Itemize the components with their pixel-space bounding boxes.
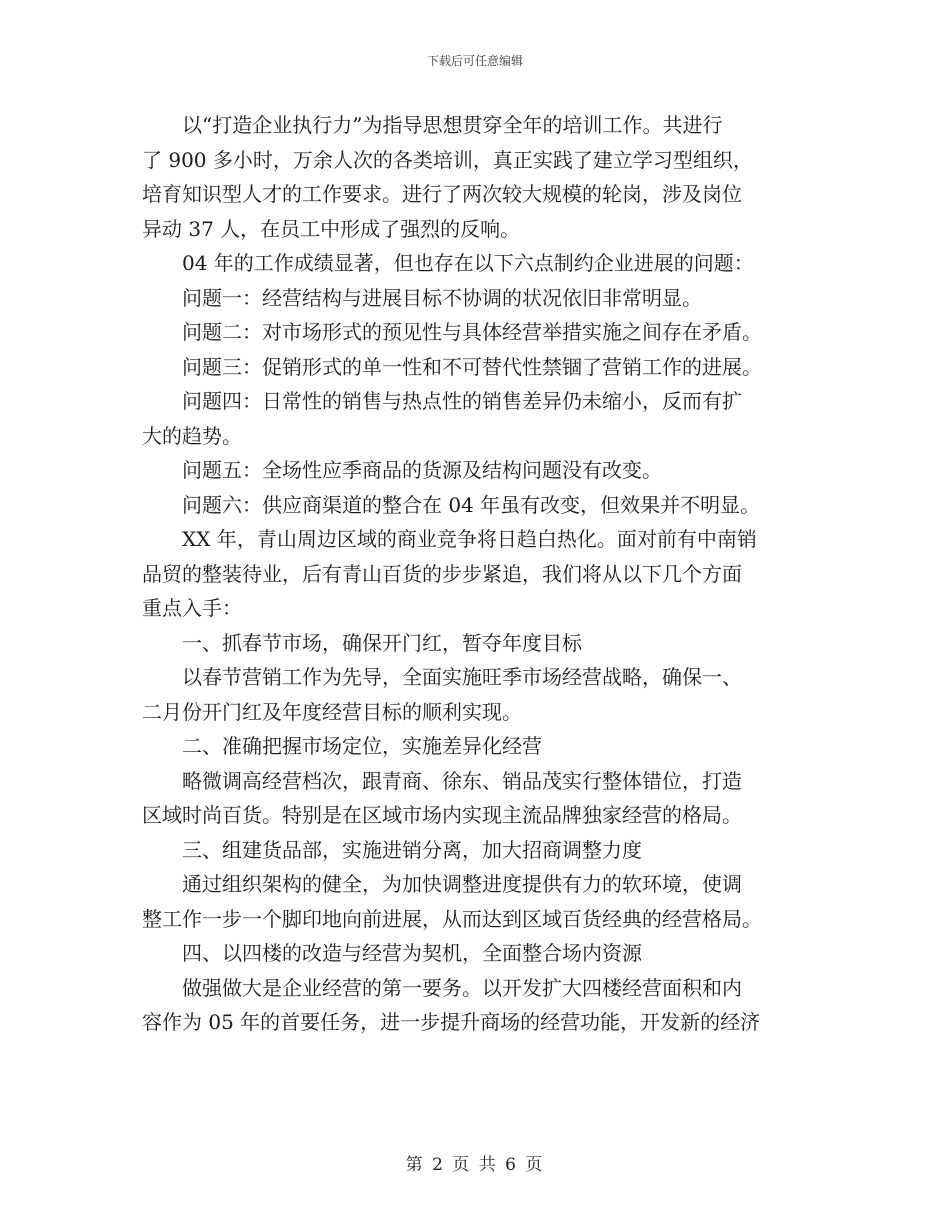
text-line: 问题六：供应商渠道的整合在 04 年虽有改变，但效果并不明显。 bbox=[142, 492, 761, 517]
text-line: 整工作一步一个脚印地向前进展，从而达到区域百货经典的经营格局。 bbox=[142, 906, 762, 931]
text-line: 培育知识型人才的工作要求。进行了两次较大规模的轮岗，涉及岗位 bbox=[142, 182, 742, 206]
text-line: 以“打造企业执行力”为指导思想贯穿全年的培训工作。共进行 bbox=[142, 113, 723, 137]
text-line: 异动 37 人，在员工中形成了强烈的反响。 bbox=[142, 216, 521, 241]
text-line: 品贸的整装待业，后有青山百货的步步紧追，我们将从以下几个方面 bbox=[142, 561, 742, 586]
text-line: 通过组织架构的健全，为加快调整进度提供有力的软环境，使调 bbox=[142, 872, 742, 896]
text-line: 问题二：对市场形式的预见性与具体经营举措实施之间存在矛盾。 bbox=[142, 320, 762, 344]
text-line: 做强做大是企业经营的第一要务。以开发扩大四楼经营面积和内 bbox=[142, 975, 742, 1000]
page-header: 下载后可任意编辑 bbox=[426, 54, 523, 68]
text-line: 问题三：促销形式的单一性和不可替代性禁锢了营销工作的进展。 bbox=[142, 354, 762, 379]
text-line: 略微调高经营档次，跟青商、徐东、销品茂实行整体错位，打造 bbox=[142, 768, 742, 793]
document-body bbox=[142, 108, 814, 1040]
text-line: XX 年，青山周边区域的商业竞争将日趋白热化。面对前有中南销 bbox=[142, 527, 757, 551]
text-line: 问题一：经营结构与进展目标不协调的状况依旧非常明显。 bbox=[142, 285, 702, 310]
text-line: 04 年的工作成绩显著，但也存在以下六点制约企业进展的问题： bbox=[142, 251, 754, 275]
text-line: 区域时尚百货。特别是在区域市场内实现主流品牌独家经营的格局。 bbox=[142, 803, 742, 827]
text-line: 二、准确把握市场定位，实施差异化经营 bbox=[142, 734, 542, 758]
text-line: 问题五：全场性应季商品的货源及结构问题没有改变。 bbox=[142, 458, 662, 482]
text-line: 四、以四楼的改造与经营为契机，全面整合场内资源 bbox=[142, 941, 642, 965]
text-line: 三、组建货品部，实施进销分离，加大招商调整力度 bbox=[142, 837, 642, 862]
text-line: 容作为 05 年的首要任务，进一步提升商场的经营功能，开发新的经济 bbox=[142, 1010, 761, 1034]
text-line: 二月份开门红及年度经营目标的顺利实现。 bbox=[142, 699, 522, 724]
text-line: 问题四：日常性的销售与热点性的销售差异仍未缩小，反而有扩 bbox=[142, 389, 742, 413]
page-number-footer: 第 2 页 共 6 页 bbox=[405, 1155, 545, 1175]
text-line: 了 900 多小时，万余人次的各类培训，真正实践了建立学习型组织， bbox=[142, 147, 753, 172]
text-line: 重点入手： bbox=[142, 596, 242, 620]
text-line: 大的趋势。 bbox=[142, 423, 242, 448]
text-line: 一、抓春节市场，确保开门红，暂夺年度目标 bbox=[142, 630, 582, 655]
text-line: 以春节营销工作为先导，全面实施旺季市场经营战略，确保一、 bbox=[142, 665, 742, 689]
